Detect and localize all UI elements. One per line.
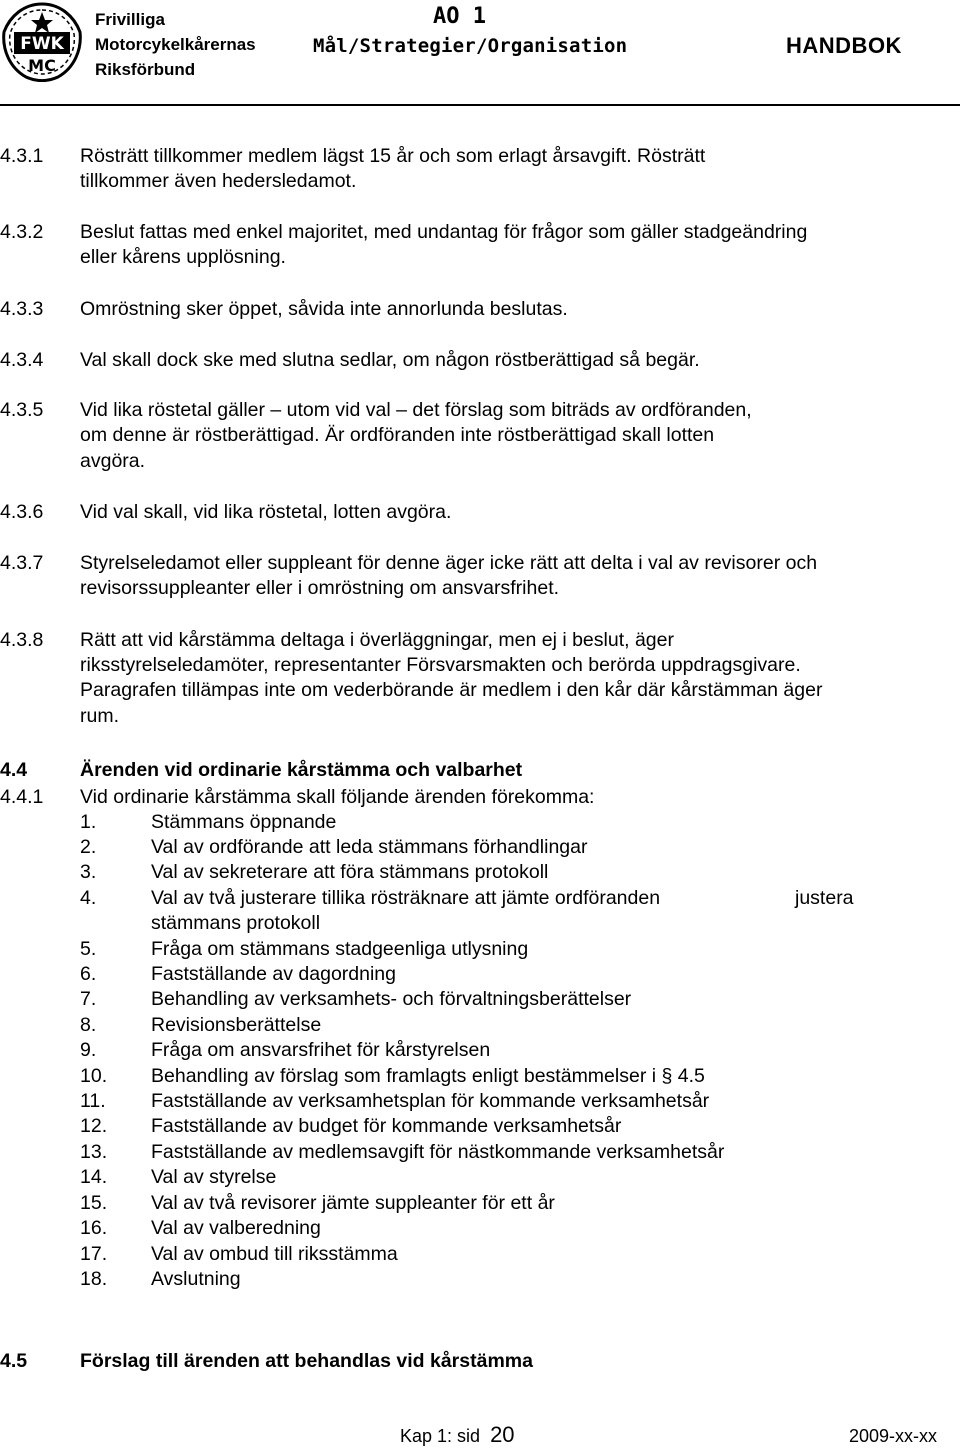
item-text: tillkommer även hedersledamot. (80, 170, 357, 192)
item-number: 4.3.3 (0, 298, 44, 320)
chapter-label: Kap 1: sid (400, 1426, 481, 1446)
agenda-number: 2. (80, 836, 97, 858)
item-number: 4.3.8 (0, 629, 44, 651)
item-text: Rätt att vid kårstämma deltaga i överläggningar, men ej i beslut, äger (80, 629, 674, 651)
item-text: revisorssuppleanter eller i omröstning om ansvarsfrihet. (80, 577, 560, 599)
svg-text:MC: MC (28, 56, 56, 75)
agenda-item: Fastställande av budget för kommande verksamhetsår (151, 1115, 622, 1137)
agenda-item: Val av sekreterare att föra stämmans protokoll (151, 861, 549, 883)
agenda-item: Stämmans öppnande (151, 811, 337, 833)
item-number: 4.3.6 (0, 501, 44, 523)
agenda-item: Val av styrelse (151, 1166, 277, 1188)
agenda-item: Val av ordförande att leda stämmans förhandlingar (151, 836, 588, 858)
organization-name (95, 7, 256, 82)
agenda-item-continued: stämmans protokoll (151, 912, 321, 934)
org-line-1: Frivilliga (95, 10, 165, 29)
section-number: 4.5 (0, 1350, 28, 1372)
agenda-number: 16. (80, 1217, 108, 1239)
item-number: 4.3.1 (0, 145, 44, 167)
agenda-item: Val av valberedning (151, 1217, 321, 1239)
agenda-number: 12. (80, 1115, 108, 1137)
agenda-number: 18. (80, 1268, 108, 1290)
document-code: AO 1 (433, 4, 486, 29)
item-number: 4.3.4 (0, 349, 44, 371)
item-text: Val skall dock ske med slutna sedlar, om någon röstberättigad så begär. (80, 349, 700, 371)
section-title: Ärenden vid ordinarie kårstämma och valbarhet (80, 759, 523, 781)
agenda-item: Avslutning (151, 1268, 241, 1290)
agenda-item: Behandling av verksamhets- och förvaltningsberättelser (151, 988, 632, 1010)
page-footer (400, 1424, 515, 1447)
agenda-item: Val av två justerare tillika rösträknare att jämte ordföranden (151, 887, 661, 909)
agenda-number: 11. (80, 1090, 106, 1112)
subsection-text: Vid ordinarie kårstämma skall följande ärenden förekomma: (80, 786, 595, 808)
item-number: 4.3.2 (0, 221, 44, 243)
agenda-item: Behandling av förslag som framlagts enligt bestämmelser i § 4.5 (151, 1065, 705, 1087)
agenda-number: 9. (80, 1039, 97, 1061)
document-subtitle: Mål/Strategier/Organisation (313, 35, 628, 57)
item-text: riksstyrelseledamöter, representanter Försvarsmakten och berörda uppdragsgivare. (80, 654, 801, 676)
item-number: 4.3.5 (0, 399, 44, 421)
agenda-number: 5. (80, 938, 97, 960)
org-line-3: Riksförbund (95, 60, 196, 79)
item-number: 4.3.7 (0, 552, 44, 574)
item-text: avgöra. (80, 450, 146, 472)
agenda-number: 15. (80, 1192, 108, 1214)
item-text: rum. (80, 705, 119, 727)
agenda-item: Fråga om ansvarsfrihet för kårstyrelsen (151, 1039, 491, 1061)
item-text: Vid lika röstetal gäller – utom vid val – det förslag som biträds av ordföranden, (80, 399, 752, 421)
agenda-item-extra: justera (795, 887, 854, 909)
agenda-number: 1. (80, 811, 97, 833)
agenda-number: 7. (80, 988, 97, 1010)
agenda-item: Val av två revisorer jämte suppleanter för ett år (151, 1192, 555, 1214)
item-text: om denne är röstberättigad. Är ordföranden inte röstberättigad skall lotten (80, 424, 715, 446)
org-line-2: Motorcykelkårernas (95, 35, 256, 54)
section-number: 4.4 (0, 759, 28, 781)
agenda-item: Fastställande av verksamhetsplan för kommande verksamhetsår (151, 1090, 710, 1112)
header-divider (0, 104, 960, 106)
agenda-number: 13. (80, 1141, 108, 1163)
agenda-number: 14. (80, 1166, 108, 1188)
handbook-label: HANDBOK (786, 33, 902, 58)
agenda-item: Fastställande av dagordning (151, 963, 396, 985)
item-text: Omröstning sker öppet, såvida inte annorlunda beslutas. (80, 298, 568, 320)
agenda-number: 4. (80, 887, 97, 909)
item-text: eller kårens upplösning. (80, 246, 286, 268)
item-text: Beslut fattas med enkel majoritet, med undantag för frågor som gäller stadgeändring (80, 221, 808, 243)
agenda-item: Revisionsberättelse (151, 1014, 322, 1036)
agenda-number: 17. (80, 1243, 108, 1265)
agenda-item: Fastställande av medlemsavgift för nästkommande verksamhetsår (151, 1141, 725, 1163)
subsection-number: 4.4.1 (0, 786, 44, 808)
item-text: Styrelseledamot eller suppleant för denne äger icke rätt att delta i val av revisorer och (80, 552, 818, 574)
fmck-logo (2, 2, 82, 82)
agenda-number: 6. (80, 963, 97, 985)
svg-text:FWK: FWK (20, 34, 64, 54)
agenda-number: 8. (80, 1014, 97, 1036)
section-title: Förslag till ärenden att behandlas vid kårstämma (80, 1350, 533, 1372)
document-date: 2009-xx-xx (849, 1426, 938, 1446)
agenda-item: Val av ombud till riksstämma (151, 1243, 398, 1265)
agenda-number: 3. (80, 861, 97, 883)
item-text: Vid val skall, vid lika röstetal, lotten avgöra. (80, 501, 452, 523)
agenda-number: 10. (80, 1065, 108, 1087)
item-text: Paragrafen tillämpas inte om vederbörande är medlem i den kår där kårstämman äger (80, 679, 823, 701)
agenda-item: Fråga om stämmans stadgeenliga utlysning (151, 938, 529, 960)
item-text: Rösträtt tillkommer medlem lägst 15 år och som erlagt årsavgift. Rösträtt (80, 145, 706, 167)
page-number: 20 (490, 1422, 515, 1447)
